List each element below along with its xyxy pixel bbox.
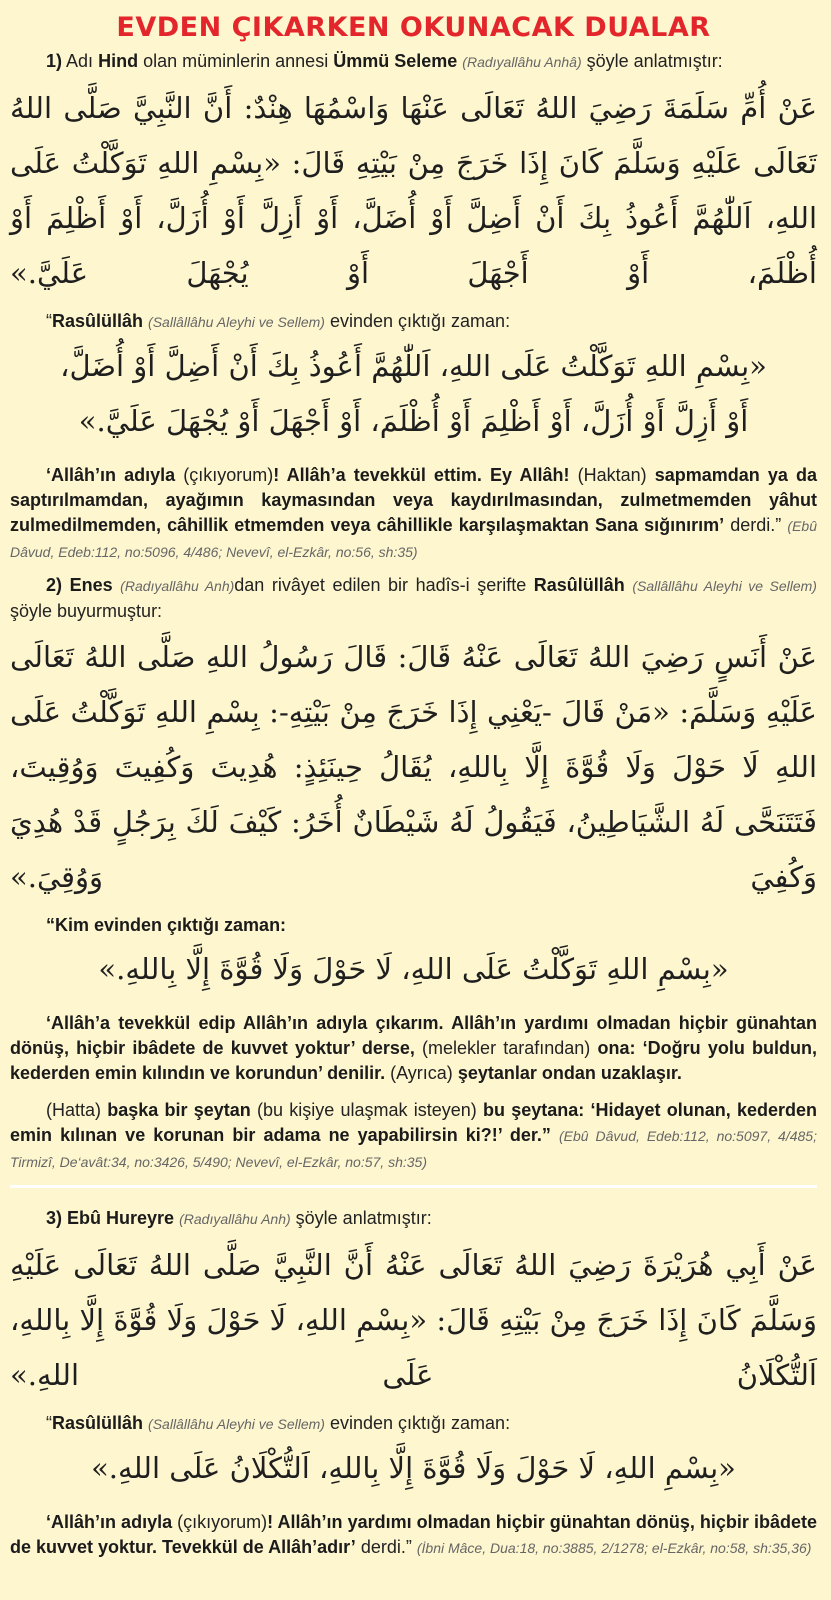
- meaning-text: (çıkıyorum): [183, 465, 274, 485]
- dua-2-meaning: [10, 1011, 817, 1086]
- meaning-text: şeytanlar ondan uzaklaşır.: [457, 1063, 682, 1083]
- honorific: (Radıyallâhu Anhâ): [462, 54, 582, 70]
- rasulullah-quote-3: [10, 1411, 817, 1437]
- meaning-text: (Haktan): [577, 465, 647, 485]
- arabic-hadith-2: عَنْ أَنَسٍ رَضِيَ اللهُ تَعَالَى عَنْهُ قَالَ: قَالَ رَسُولُ اللهِ صَلَّى اللهُ تَعَالَى عَلَيْهِ وَسَلَّمَ: «مَنْ قَالَ -يَعْنِي إِذَا خَرَجَ مِنْ بَيْتِهِ-: بِسْمِ اللهِ تَوَكَّلْتُ عَلَى اللهِ لَا حَوْلَ وَلَا قُوَّةَ إِلَّا بِاللهِ، يُقَالُ حِينَئِذٍ: هُدِيتَ وَكُفِيتَ وَوُقِيتَ، فَتَتَنَحَّى لَهُ الشَّيَاطِينُ، فَيَقُولُ لَهُ شَيْطَانٌ أُخَرُ: كَيْفَ لَكَ بِرَجُلٍ قَدْ هُدِيَ وَكُفِيَ وَوُقِيَ.»: [10, 640, 817, 894]
- dua-1-meaning: [10, 463, 817, 565]
- kim-quote: [10, 913, 817, 938]
- quote-text: evinden çıktığı zaman:: [329, 1413, 511, 1433]
- dua-1-line-1: «بِسْمِ اللهِ تَوَكَّلْتُ عَلَى اللهِ، اَللّٰهُمَّ أَعُوذُ بِكَ أَنْ أَضِلَّ أَوْ أُضَلَّ،: [60, 349, 767, 383]
- quote-text: evinden çıktığı zaman:: [329, 311, 511, 331]
- hadith-3-intro: [10, 1206, 817, 1232]
- meaning-text: ‘Allâh’ın adıyla: [46, 1512, 173, 1532]
- meaning-text: ona: ‘Doğru yolu buldun, kederden emin kılındın ve korundun’ denilir.: [10, 1038, 817, 1083]
- hadith-1-number: 1): [46, 51, 63, 71]
- dua-2-line: «بِسْمِ اللهِ تَوَكَّلْتُ عَلَى اللهِ، لَا حَوْلَ وَلَا قُوَّةَ إِلَّا بِاللهِ.»: [98, 952, 729, 986]
- honorific: (Radıyallâhu Anh): [179, 1211, 291, 1227]
- dua-1-line-2: أَوْ أَزِلَّ أَوْ أُزَلَّ، أَوْ أَظْلِمَ أَوْ أُظْلَمَ، أَوْ أَجْهَلَ أَوْ يُجْهَلَ عَلَيَّ.»: [78, 404, 749, 438]
- dua-2: [10, 942, 817, 997]
- meaning-text: (çıkıyorum): [177, 1512, 268, 1532]
- intro-text: şöyle buyurmuştur:: [10, 601, 163, 621]
- meaning-text: derdi.”: [360, 1537, 412, 1557]
- quote-mark: “: [46, 311, 52, 331]
- name-enes: Enes: [69, 575, 113, 595]
- hadith-section-1: [10, 49, 817, 565]
- meaning-text: (Ayrıca): [390, 1063, 453, 1083]
- meaning-text: (Hatta): [46, 1100, 102, 1120]
- honorific: (Sallâllâhu Aleyhi ve Sellem): [148, 1416, 325, 1432]
- source-citation: (Ebû Dâvud, Edeb:112, no:5097, 4/485; Tirmizî, De‘avât:34, no:3426, 5/490; Nevevî, el-Ezkâr, no:57, sh:35): [10, 1128, 817, 1170]
- hadith-section-3: [10, 1185, 817, 1561]
- quote-mark: “: [46, 1413, 52, 1433]
- dua-2-followup: [10, 1098, 817, 1175]
- meaning-text: ‘Allâh’ın adıyla: [46, 465, 176, 485]
- name-rasulullah: Rasûlüllâh: [533, 575, 625, 595]
- meaning-text: ‘Allâh’a tevekkül edip Allâh’ın adıyla çıkarım. Allâh’ın yardımı olmadan hiçbir günahtan dönüş, hiçbir ibâdete de kuvvet yoktur’ derse,: [10, 1013, 817, 1058]
- meaning-text: bu şeytana: ‘Hidayet olunan, kederden emin kılınan ve korunan bir adama ne yapabilirsin ki?!’ der.”: [10, 1100, 817, 1145]
- hadith-3-number: 3): [46, 1208, 63, 1228]
- name-hind: Hind: [98, 51, 139, 71]
- honorific: (Sallâllâhu Aleyhi ve Sellem): [148, 314, 325, 330]
- dua-3: [10, 1441, 817, 1496]
- dua-3-meaning: [10, 1510, 817, 1561]
- honorific: (Radıyallâhu Anh): [120, 578, 235, 594]
- intro-text: şöyle anlatmıştır:: [586, 51, 723, 71]
- arabic-hadith-3: عَنْ أَبِي هُرَيْرَةَ رَضِيَ اللهُ تَعَالَى عَنْهُ أَنَّ النَّبِيَّ صَلَّى اللهُ تَعَالَى عَلَيْهِ وَسَلَّمَ كَانَ إِذَا خَرَجَ مِنْ بَيْتِهِ قَالَ: «بِسْمِ اللهِ، لَا حَوْلَ وَلَا قُوَّةَ إِلَّا بِاللهِ، اَلتُّكْلَانُ عَلَى اللهِ.»: [10, 1248, 817, 1392]
- name-rasulullah: Rasûlüllâh: [52, 311, 144, 331]
- source-citation: (Ebû Dâvud, Edeb:112, no:5096, 4/486; Nevevî, el-Ezkâr, no:56, sh:35): [10, 518, 817, 560]
- meaning-text: sapmamdan ya da saptırılmamdan, ayağımın kaymasından veya kaydırılmasından, zulmetmemden yâhut zulmedilmemden, câhillik etmemden veya câhillikle karşılaşmaktan Sana sığınırım’: [10, 465, 817, 535]
- quote-text: “Kim evinden çıktığı zaman:: [46, 915, 287, 935]
- name-rasulullah: Rasûlüllâh: [52, 1413, 144, 1433]
- arabic-hadith-1: عَنْ أُمِّ سَلَمَةَ رَضِيَ اللهُ تَعَالَى عَنْهَا وَاسْمُهَا هِنْدٌ: أَنَّ النَّبِيَّ صَلَّى اللهُ تَعَالَى عَلَيْهِ وَسَلَّمَ كَانَ إِذَا خَرَجَ مِنْ بَيْتِهِ قَالَ: «بِسْمِ اللهِ تَوَكَّلْتُ عَلَى اللهِ، اَللّٰهُمَّ أَعُوذُ بِكَ أَنْ أَضِلَّ أَوْ أُضَلَّ، أَوْ أَزِلَّ أَوْ أُزَلَّ، أَوْ أَظْلِمَ أَوْ أُظْلَمَ، أَوْ أَجْهَلَ أَوْ يُجْهَلَ عَلَيَّ.»: [10, 91, 817, 290]
- name-ummu-seleme: Ümmü Seleme: [333, 51, 458, 71]
- intro-text: olan müminlerin annesi: [143, 51, 329, 71]
- page-title: EVDEN ÇIKARKEN OKUNACAK DUALAR: [116, 12, 711, 43]
- hadith-section-2: [10, 573, 817, 1175]
- hadith-2-intro: [10, 573, 817, 624]
- source-citation: (İbni Mâce, Dua:18, no:3885, 2/1278; el-Ezkâr, no:58, sh:35,36): [416, 1540, 812, 1556]
- dua-3-line: «بِسْمِ اللهِ، لَا حَوْلَ وَلَا قُوَّةَ إِلَّا بِاللهِ، اَلتُّكْلَانُ عَلَى اللهِ.»: [91, 1451, 736, 1485]
- intro-text: Adı: [66, 51, 94, 71]
- intro-text: şöyle anlatmıştır:: [295, 1208, 432, 1228]
- meaning-text: (melekler tarafından): [422, 1038, 591, 1058]
- dua-1: [10, 339, 817, 449]
- meaning-text: ! Allâh’ın yardımı olmadan hiçbir günahtan dönüş, hiçbir ibâdete de kuvvet yoktur. Tevekkül de Allâh’adır’: [10, 1512, 817, 1557]
- intro-text: dan rivâyet edilen bir hadîs-i şerifte: [234, 575, 527, 595]
- hadith-1-intro: [10, 49, 817, 75]
- meaning-text: ! Allâh’a tevekkül ettim. Ey Allâh!: [273, 465, 570, 485]
- meaning-text: başka bir şeytan: [107, 1100, 251, 1120]
- honorific: (Sallâllâhu Aleyhi ve Sellem): [632, 578, 817, 594]
- meaning-text: derdi.”: [730, 515, 782, 535]
- hadith-2-number: 2): [46, 575, 63, 595]
- name-ebu-hureyre: Ebû Hureyre: [67, 1208, 175, 1228]
- meaning-text: (bu kişiye ulaşmak isteyen): [257, 1100, 477, 1120]
- rasulullah-quote-1: [10, 309, 817, 335]
